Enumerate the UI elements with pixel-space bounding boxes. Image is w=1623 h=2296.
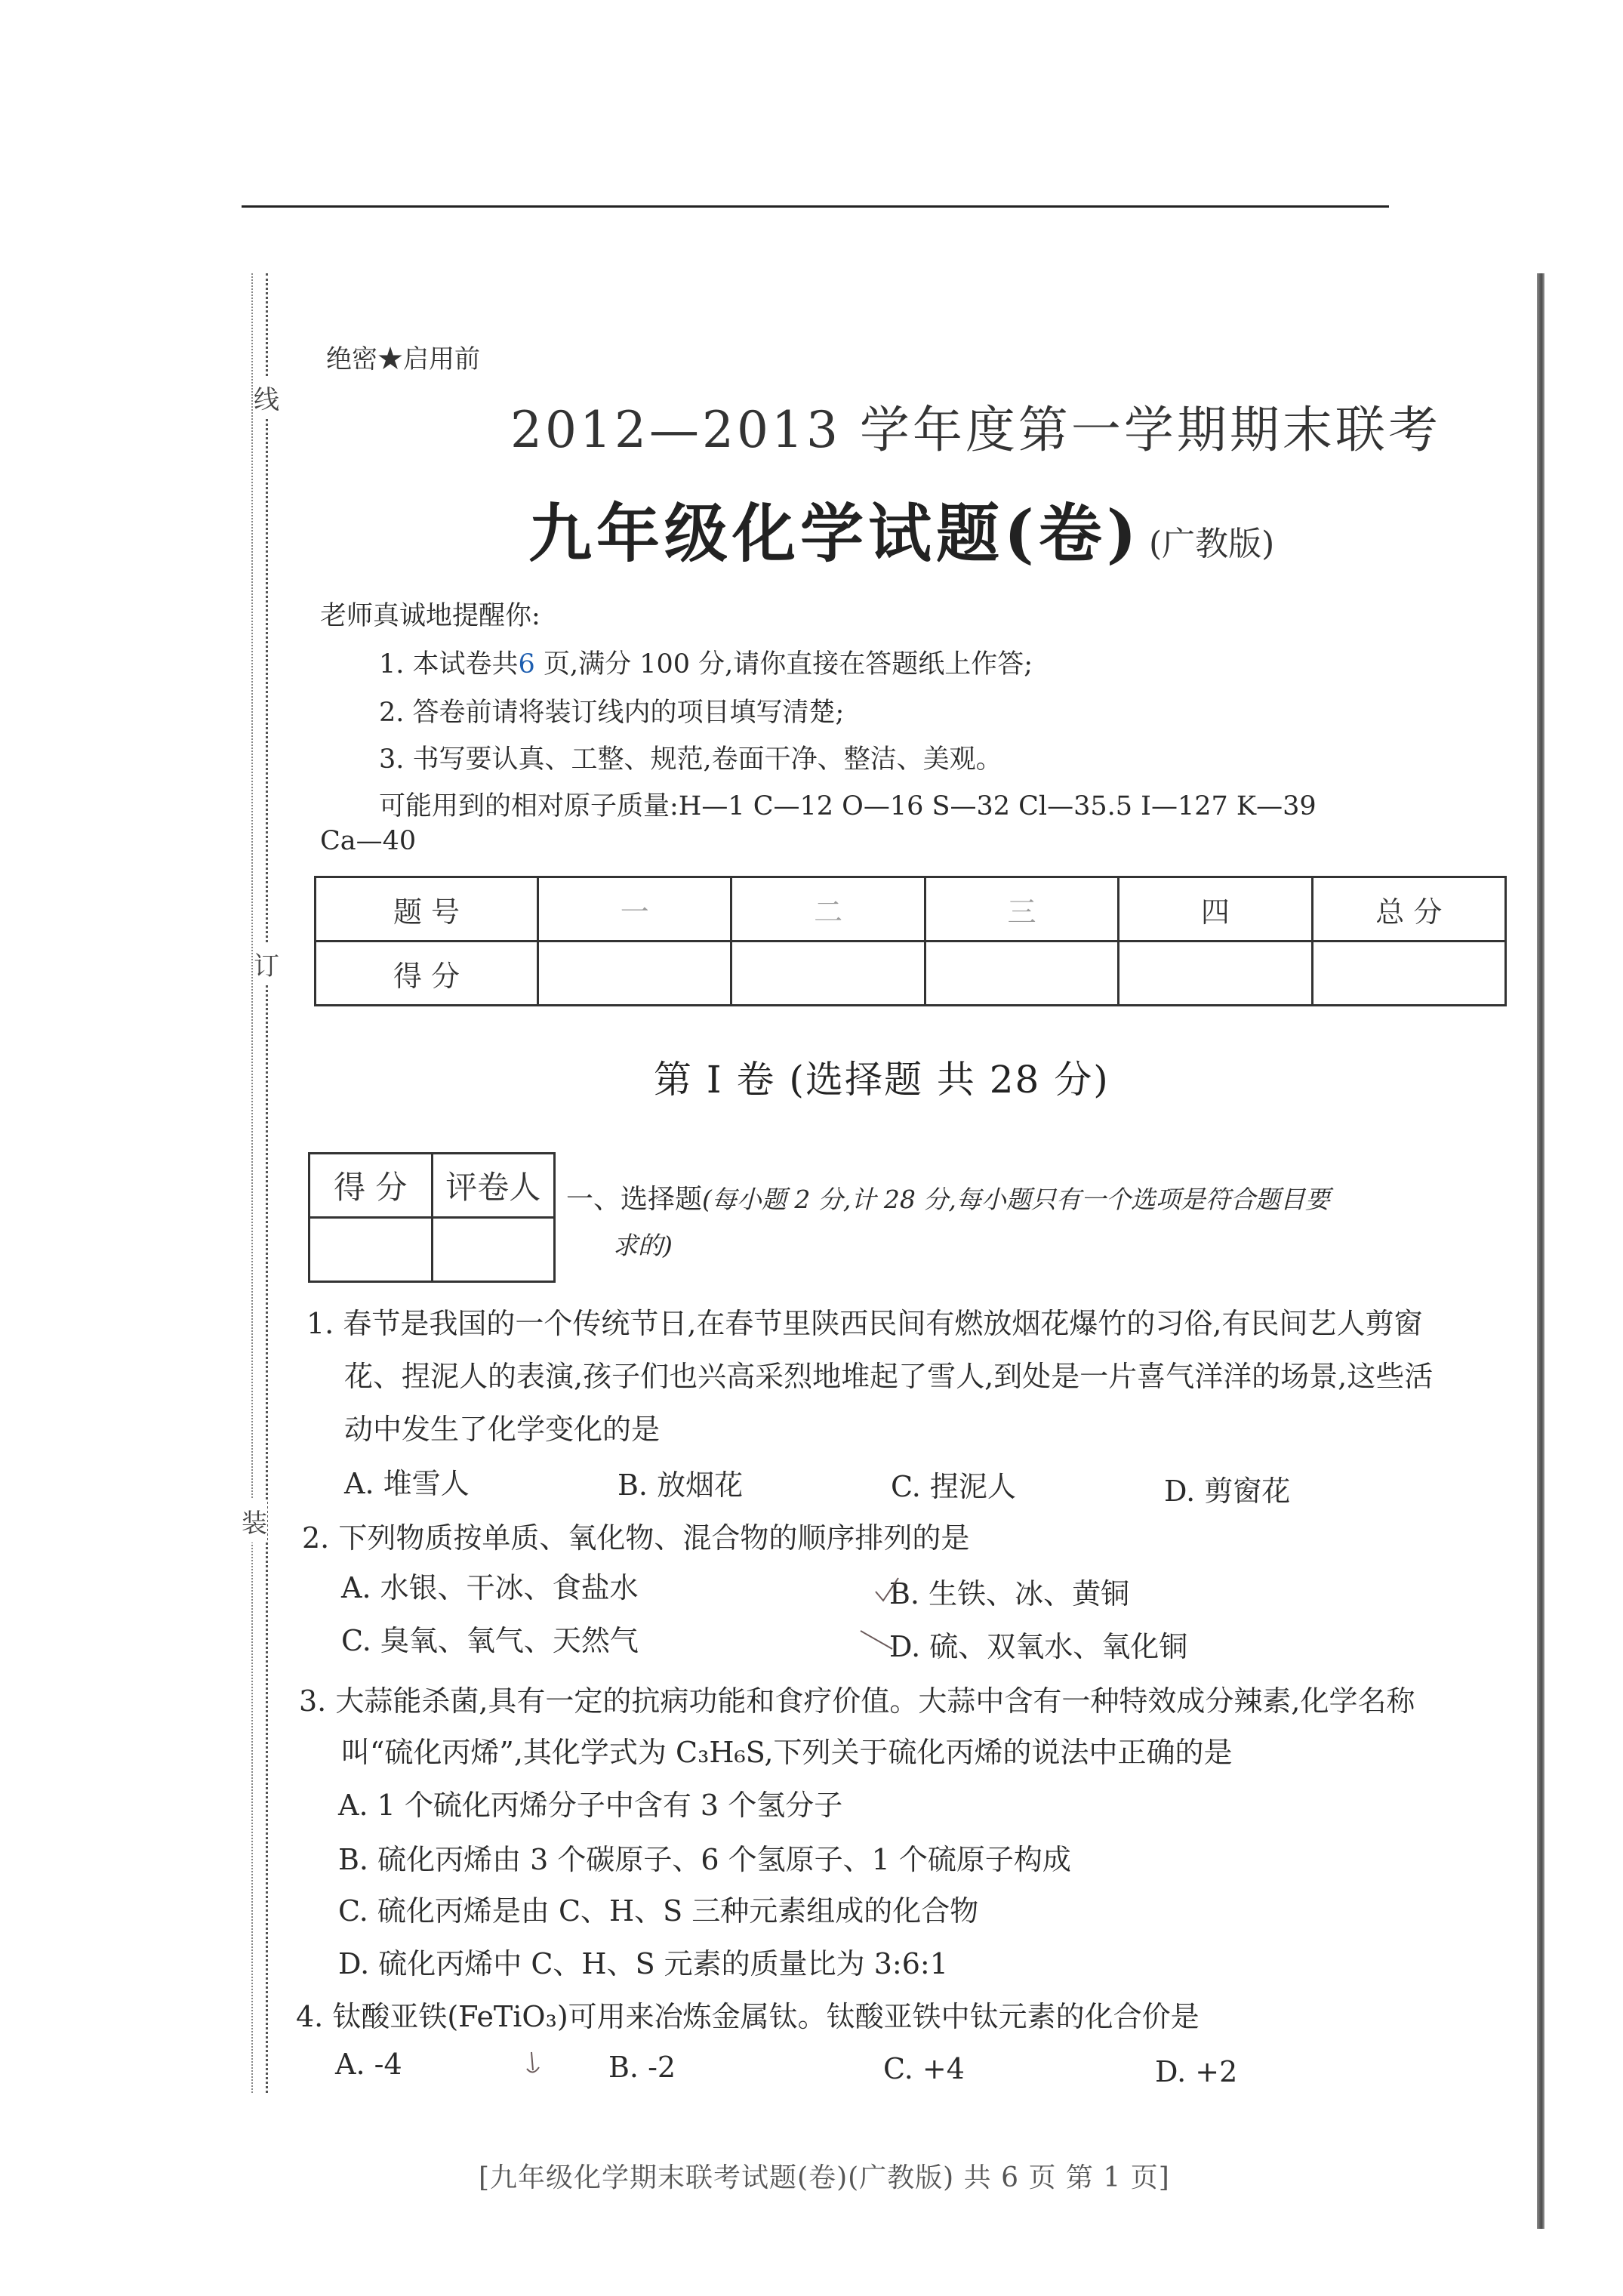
notice-item-1 [379,643,1033,681]
grader-score-label: 得 分 [310,1154,433,1218]
grader-score-cell[interactable] [310,1218,433,1282]
binding-char-bind: 装 [242,1499,267,1542]
score-cell[interactable] [925,942,1118,1006]
grader-table-header-row [310,1154,555,1218]
notice-item-1-c: 页,满分 100 分,请你直接在答题纸上作答; [534,649,1033,680]
exam-edition: (广教版) [1149,525,1275,563]
page-edge-shadow [1537,273,1544,2229]
top-rule [242,205,1389,208]
score-cell[interactable] [1312,942,1505,1006]
score-table-header: 二 [731,877,925,942]
question-2-option-a[interactable]: A. 水银、干冰、食盐水 [341,1571,639,1604]
section-1-heading [566,1178,1330,1216]
section-1-title: 一、选择题 [566,1184,703,1215]
question-1-line-1: 1. 春节是我国的一个传统节日,在春节里陕西民间有燃放烟花爆竹的习俗,有民间艺人剪窗 [306,1307,1423,1340]
grader-name-cell[interactable] [432,1218,555,1282]
question-4-option-a[interactable]: A. -4 [335,2048,402,2081]
question-1-option-b[interactable]: B. 放烟花 [617,1469,744,1502]
question-3-option-a[interactable]: A. 1 个硫化丙烯分子中含有 3 个氢分子 [338,1789,843,1822]
question-3-option-d[interactable]: D. 硫化丙烯中 C、H、S 元素的质量比为 3:6:1 [338,1947,948,1980]
grader-name-label: 评卷人 [432,1154,555,1218]
question-3-line-1: 3. 大蒜能杀菌,具有一定的抗病功能和食疗价值。大蒜中含有一种特效成分辣素,化学名称 [299,1684,1415,1718]
question-2-option-d[interactable]: D. 硫、双氧水、氧化铜 [889,1630,1188,1663]
notice-item-2: 2. 答卷前请将装订线内的项目填写清楚; [379,698,845,728]
score-table-header: 四 [1119,877,1312,942]
grader-table [308,1152,556,1283]
score-row-label: 得 分 [316,942,538,1006]
question-1-option-c[interactable]: C. 捏泥人 [891,1470,1016,1503]
binding-dotted-line [266,273,268,2093]
score-table-header: 题 号 [316,877,538,942]
question-1-option-d[interactable]: D. 剪窗花 [1164,1475,1291,1508]
pencil-strike-mark [859,1623,897,1653]
notice-item-3: 3. 书写要认真、工整、规范,卷面干净、整洁、美观。 [379,744,1002,775]
question-4-option-b[interactable]: B. -2 [608,2051,676,2084]
section-1-note: (每小题 2 分,计 28 分,每小题只有一个选项是符合题目要 [702,1185,1330,1214]
binding-char-order: 订 [254,942,279,985]
score-cell[interactable] [731,942,925,1006]
exam-main-title: 九年级化学试题(卷) [528,496,1141,571]
question-4-line-1: 4. 钛酸亚铁(FeTiO₃)可用来冶炼金属钛。钛酸亚铁中钛元素的化合价是 [296,2000,1200,2033]
binding-dotted-line-outer [251,273,253,2093]
question-1-line-3: 动中发生了化学变化的是 [344,1413,661,1446]
score-table [314,876,1507,1006]
page-footer: [九年级化学期末联考试题(卷)(广教版) 共 6 页 第 1 页] [479,2162,1170,2193]
score-table-header-row [316,877,1506,942]
pencil-tick-mark [873,1575,903,1605]
score-cell[interactable] [1119,942,1312,1006]
question-4-option-d[interactable]: D. +2 [1155,2055,1238,2088]
question-4-option-c[interactable]: C. +4 [883,2052,965,2085]
exam-year-title: 2012—2013 学年度第一学期期末联考 [510,401,1441,459]
score-cell[interactable] [538,942,731,1006]
question-1-option-a[interactable]: A. 堆雪人 [344,1467,470,1500]
notice-heading: 老师真诚地提醒你: [320,601,540,631]
confidential-mark: 绝密★启用前 [326,344,480,374]
score-table-header: 一 [538,877,731,942]
atomic-mass-list: 可能用到的相对原子质量:H—1 C—12 O—16 S—32 Cl—35.5 I—127 K—39 [379,791,1317,821]
score-table-header: 总 分 [1312,877,1505,942]
score-table-score-row [316,942,1506,1006]
notice-item-1-a: 1. 本试卷共 [379,649,519,680]
volume-title: 第 I 卷 (选择题 共 28 分) [654,1058,1110,1102]
question-1-line-2: 花、捏泥人的表演,孩子们也兴高采烈地堆起了雪人,到处是一片喜气洋洋的场景,这些活 [344,1360,1434,1393]
score-table-header: 三 [925,877,1118,942]
question-2-option-b[interactable]: B. 生铁、冰、黄铜 [889,1577,1130,1610]
notice-page-count: 6 [518,649,535,680]
question-3-option-c[interactable]: C. 硫化丙烯是由 C、H、S 三种元素组成的化合物 [338,1894,979,1928]
question-2-option-c[interactable]: C. 臭氧、氧气、天然气 [341,1624,639,1657]
binding-char-line: 线 [254,376,279,419]
pencil-scribble-mark [521,2048,544,2078]
section-1-note-cont: 求的) [613,1231,673,1260]
question-3-line-2: 叫“硫化丙烯”,其化学式为 C₃H₆S,下列关于硫化丙烯的说法中正确的是 [341,1736,1233,1769]
atomic-mass-list-cont: Ca—40 [320,826,417,856]
question-3-option-b[interactable]: B. 硫化丙烯由 3 个碳原子、6 个氢原子、1 个硫原子构成 [338,1843,1071,1876]
question-2-line-1: 2. 下列物质按单质、氧化物、混合物的顺序排列的是 [302,1521,970,1555]
grader-table-input-row [310,1218,555,1282]
